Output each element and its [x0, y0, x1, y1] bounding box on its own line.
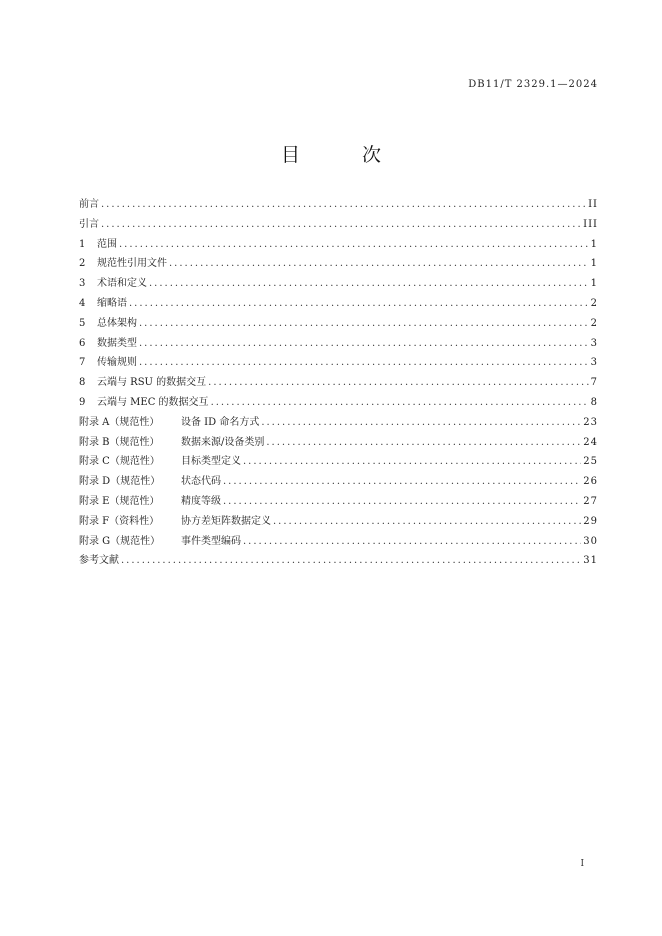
toc-entry-number: 3: [79, 278, 86, 290]
toc-entry-page: 2: [590, 297, 598, 309]
toc-entry[interactable]: [79, 235, 598, 255]
toc-entry-number: 8: [79, 377, 86, 389]
toc-entry-page: 26: [583, 476, 598, 488]
toc-entry-label: 数据来源/设备类别: [181, 436, 265, 448]
toc-entry-page: 23: [583, 416, 598, 428]
toc-entry[interactable]: [79, 492, 598, 512]
toc-entry[interactable]: [79, 393, 598, 413]
toc-entry-page: 31: [583, 555, 598, 567]
toc-leader-dots: [101, 195, 586, 215]
toc-entry[interactable]: [79, 373, 598, 393]
toc-entry-appendix-prefix: 附录 A（规范性）: [79, 416, 160, 428]
toc-leader-dots: [139, 314, 589, 334]
toc-leader-dots: [149, 274, 589, 294]
toc-entry[interactable]: [79, 472, 598, 492]
toc-entry-number: 5: [79, 317, 86, 329]
toc-entry-appendix-prefix: 附录 D（规范性）: [79, 476, 161, 488]
toc-entry-appendix-prefix: 附录 F（资料性）: [79, 515, 160, 527]
toc-entry-page: 3: [590, 357, 598, 369]
toc-entry-number: 6: [79, 337, 86, 349]
toc-entry-label: 状态代码: [181, 476, 221, 488]
toc-entry-label: 目标类型定义: [181, 456, 241, 468]
toc-entry-label: 精度等级: [181, 495, 221, 507]
toc-leader-dots: [101, 215, 581, 235]
toc-entry-label: 总体架构: [97, 317, 137, 329]
toc-entry-label: 事件类型编码: [181, 535, 241, 547]
document-code: DB11/T 2329.1—2024: [468, 79, 598, 90]
toc-entry-page: 29: [583, 515, 598, 527]
toc-entry-label: 传输规则: [97, 357, 137, 369]
toc-entry-page: III: [583, 218, 598, 230]
toc-entry[interactable]: [79, 512, 598, 532]
toc-leader-dots: [208, 373, 588, 393]
toc-entry-number: 4: [79, 297, 86, 309]
toc-entry-number: 1: [79, 238, 86, 250]
table-of-contents: [79, 195, 598, 571]
toc-entry[interactable]: [79, 274, 598, 294]
toc-leader-dots: [119, 235, 589, 255]
toc-entry-page: 1: [590, 278, 598, 290]
toc-entry-label: 缩略语: [97, 297, 127, 309]
toc-leader-dots: [139, 353, 589, 373]
toc-entry-label: 引言: [79, 218, 99, 230]
toc-entry-label: 设备 ID 命名方式: [181, 416, 260, 428]
toc-entry-appendix-prefix: 附录 E（规范性）: [79, 495, 160, 507]
toc-entry-page: 7: [590, 377, 598, 389]
toc-entry-label: 协方差矩阵数据定义: [181, 515, 271, 527]
toc-leader-dots: [273, 512, 581, 532]
toc-entry-page: 2: [590, 317, 598, 329]
toc-entry[interactable]: [79, 452, 598, 472]
toc-entry[interactable]: [79, 215, 598, 235]
toc-entry-label: 云端与 RSU 的数据交互: [97, 377, 207, 389]
toc-entry-page: 24: [583, 436, 598, 448]
toc-leader-dots: [211, 393, 589, 413]
toc-entry-label: 规范性引用文件: [97, 258, 167, 270]
toc-entry-label: 参考文献: [79, 555, 119, 567]
toc-entry[interactable]: [79, 532, 598, 552]
toc-entry[interactable]: [79, 195, 598, 215]
toc-entry[interactable]: [79, 413, 598, 433]
toc-entry-page: 25: [583, 456, 598, 468]
toc-entry-page: 1: [590, 238, 598, 250]
toc-entry-page: II: [588, 199, 598, 210]
toc-entry-label: 云端与 MEC 的数据交互: [97, 396, 209, 408]
toc-leader-dots: [223, 472, 581, 492]
toc-entry[interactable]: [79, 334, 598, 354]
toc-entry-number: 2: [79, 258, 86, 270]
toc-entry-page: 1: [590, 258, 598, 270]
toc-entry[interactable]: [79, 551, 598, 571]
toc-leader-dots: [169, 254, 589, 274]
page-number: I: [580, 859, 584, 869]
toc-leader-dots: [243, 452, 581, 472]
toc-entry[interactable]: [79, 353, 598, 373]
toc-entry-label: 前言: [79, 199, 99, 210]
toc-leader-dots: [139, 334, 589, 354]
toc-entry-page: 8: [590, 396, 598, 408]
toc-entry-page: 3: [590, 337, 598, 349]
toc-entry[interactable]: [79, 294, 598, 314]
toc-entry[interactable]: [79, 254, 598, 274]
toc-leader-dots: [129, 294, 589, 314]
toc-leader-dots: [121, 551, 581, 571]
toc-leader-dots: [243, 532, 581, 552]
toc-entry[interactable]: [79, 314, 598, 334]
toc-entry-number: 7: [79, 357, 86, 369]
toc-entry-appendix-prefix: 附录 C（规范性）: [79, 456, 160, 468]
toc-leader-dots: [266, 433, 581, 453]
toc-entry-page: 27: [583, 495, 598, 507]
page-title: 目 次: [280, 144, 410, 166]
toc-entry-label: 数据类型: [97, 337, 137, 349]
toc-entry-appendix-prefix: 附录 B（规范性）: [79, 436, 160, 448]
toc-entry[interactable]: [79, 433, 598, 453]
toc-entry-page: 30: [583, 535, 598, 547]
toc-entry-label: 范围: [97, 238, 117, 250]
toc-entry-number: 9: [79, 396, 86, 408]
toc-entry-label: 术语和定义: [97, 278, 147, 290]
toc-leader-dots: [223, 492, 581, 512]
toc-leader-dots: [261, 413, 581, 433]
toc-entry-appendix-prefix: 附录 G（规范性）: [79, 535, 161, 547]
